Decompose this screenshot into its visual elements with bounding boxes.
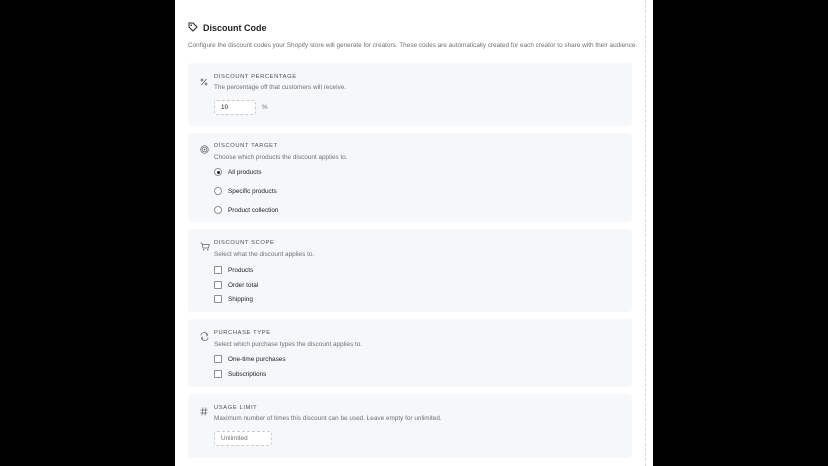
title-row	[188, 19, 638, 37]
discount-scope-section	[188, 229, 632, 312]
checkbox[interactable]	[214, 295, 222, 303]
radio-button[interactable]	[214, 206, 222, 214]
checkbox-order-total[interactable]	[214, 281, 258, 289]
section-description: Select which purchase types the discount applies to.	[214, 341, 363, 348]
option-label: Shipping	[228, 295, 253, 303]
checkbox-shipping[interactable]	[214, 295, 253, 303]
checkbox[interactable]	[214, 370, 222, 378]
section-title: DISCOUNT PERCENTAGE	[214, 74, 297, 80]
section-description: The percentage off that customers will receive.	[214, 84, 347, 91]
option-label: All products	[228, 168, 262, 176]
purchase-type-section	[188, 319, 632, 387]
settings-panel	[175, 0, 653, 466]
section-title: DISCOUNT SCOPE	[214, 240, 275, 246]
radio-all-products[interactable]	[214, 168, 261, 176]
usage-limit-section	[188, 394, 632, 458]
option-label: One-time purchases	[228, 355, 286, 363]
section-title: USAGE LIMIT	[214, 405, 258, 411]
option-label: Subscriptions	[228, 370, 267, 378]
discount-percentage-section	[188, 63, 632, 126]
radio-product-collection[interactable]	[214, 206, 278, 214]
percent-suffix: %	[262, 104, 268, 111]
section-title: DISCOUNT TARGET	[214, 143, 278, 149]
radio-specific-products[interactable]	[214, 187, 277, 195]
option-label: Product collection	[228, 206, 279, 214]
discount-target-section	[188, 133, 632, 222]
radio-button[interactable]	[214, 168, 222, 176]
percent-icon	[200, 73, 208, 91]
discount-code-header	[188, 19, 638, 51]
checkbox-subscriptions[interactable]	[214, 370, 266, 378]
section-description: Choose which products the discount applies to.	[214, 154, 348, 161]
checkbox[interactable]	[214, 266, 222, 274]
section-description: Maximum number of times this discount can be used. Leave empty for unlimited.	[214, 415, 442, 422]
option-label: Products	[228, 266, 254, 274]
checkbox-products[interactable]	[214, 266, 253, 274]
usage-limit-input[interactable]: Unlimited	[214, 431, 272, 446]
section-title: PURCHASE TYPE	[214, 330, 271, 336]
tag-icon	[188, 19, 198, 37]
cart-icon	[200, 238, 210, 256]
hash-icon	[200, 403, 208, 421]
page-title: Discount Code	[203, 23, 267, 33]
checkbox[interactable]	[214, 281, 222, 289]
discount-percentage-input[interactable]: 10	[214, 100, 256, 115]
page-description: Configure the discount codes your Shopify store will generate for creators. These codes are automatically created for each creator to share with their audience.	[188, 42, 638, 49]
option-label: Order total	[228, 281, 259, 289]
radio-button[interactable]	[214, 187, 222, 195]
section-description: Select what the discount applies to.	[214, 251, 315, 258]
checkbox-one-time-purchases[interactable]	[214, 355, 286, 363]
checkbox[interactable]	[214, 355, 222, 363]
repeat-icon	[200, 328, 209, 346]
target-icon	[200, 141, 209, 159]
option-label: Specific products	[228, 187, 277, 195]
